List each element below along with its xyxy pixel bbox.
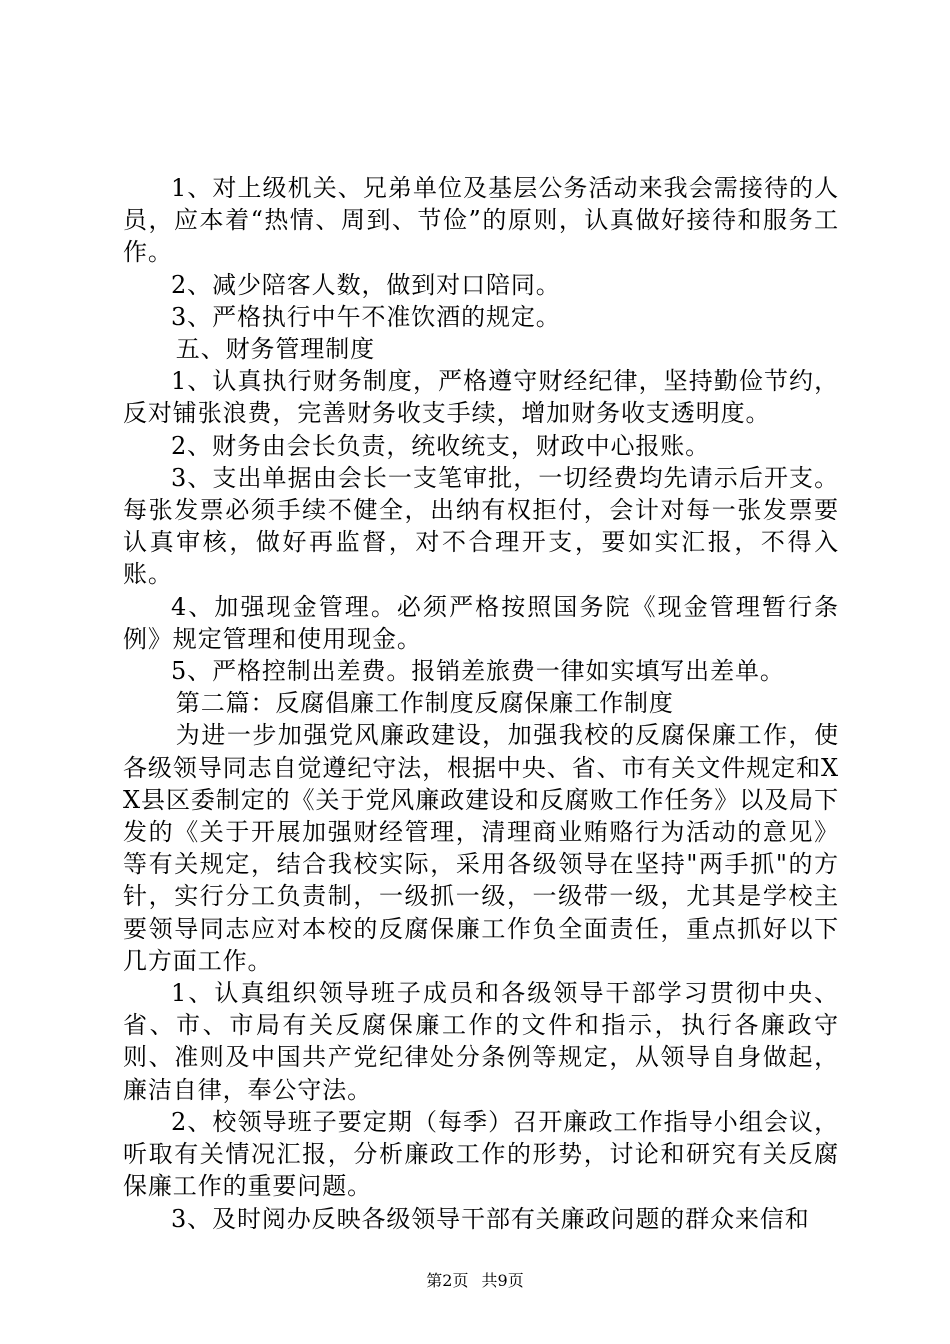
paragraph: 2、校领导班子要定期（每季）召开廉政工作指导小组会议，听取有关情况汇报，分析廉政工作的形势，讨论和研究有关反腐保廉工作的重要问题。 <box>123 1107 839 1201</box>
paragraph: 5、严格控制出差费。报销差旅费一律如实填写出差单。 <box>171 657 785 686</box>
section-heading: 五、财务管理制度 <box>175 335 375 364</box>
page-total: 共9页 <box>481 1271 524 1290</box>
page-number: 第2页 <box>426 1271 469 1290</box>
paragraph: 为进一步加强党风廉政建设，加强我校的反腐保廉工作，使各级领导同志自觉遵纪守法，根据中央、省、市有关文件规定和XX县区委制定的《关于党风廉政建设和反腐败工作任务》以及局下发的《关于开展加强财经管理，清理商业贿赂行为活动的意见》等有关规定，结合我校实际，采用各级领导在坚持"两手抓"的方针，实行分工负责制，一级抓一级，一级带一级，尤其是学校主要领导同志应对本校的反腐保廉工作负全面责任，重点抓好以下几方面工作。 <box>123 721 839 975</box>
paragraph: 1、认真执行财务制度，严格遵守财经纪律，坚持勤俭节约，反对铺张浪费，完善财务收支手续，增加财务收支透明度。 <box>123 367 839 428</box>
paragraph: 1、对上级机关、兄弟单位及基层公务活动来我会需接待的人员，应本着“热情、周到、节俭”的原则，认真做好接待和服务工作。 <box>123 174 839 267</box>
paragraph: 3、严格执行中午不准饮酒的规定。 <box>171 302 561 331</box>
document-body <box>123 172 839 1235</box>
paragraph: 2、减少陪客人数，做到对口陪同。 <box>171 270 561 299</box>
paragraph: 3、支出单据由会长一支笔审批，一切经费均先请示后开支。每张发票必须手续不健全，出纳有权拒付，会计对每一张发票要认真审核，做好再监督，对不合理开支，要如实汇报，不得入账。 <box>123 463 839 589</box>
paragraph: 2、财务由会长负责，统收统支，财政中心报账。 <box>171 431 711 460</box>
paragraph: 4、加强现金管理。必须严格按照国务院《现金管理暂行条例》规定管理和使用现金。 <box>123 592 839 653</box>
paragraph: 3、及时阅办反映各级领导干部有关廉政问题的群众来信和 <box>171 1204 810 1233</box>
page-footer <box>0 1271 950 1291</box>
chapter-heading: 第二篇：反腐倡廉工作制度反腐保廉工作制度 <box>175 689 674 718</box>
paragraph: 1、认真组织领导班子成员和各级领导干部学习贯彻中央、省、市、市局有关反腐保廉工作的文件和指示，执行各廉政守则、准则及中国共产党纪律处分条例等规定，从领导自身做起，廉洁自律，奉公守法。 <box>123 979 839 1104</box>
